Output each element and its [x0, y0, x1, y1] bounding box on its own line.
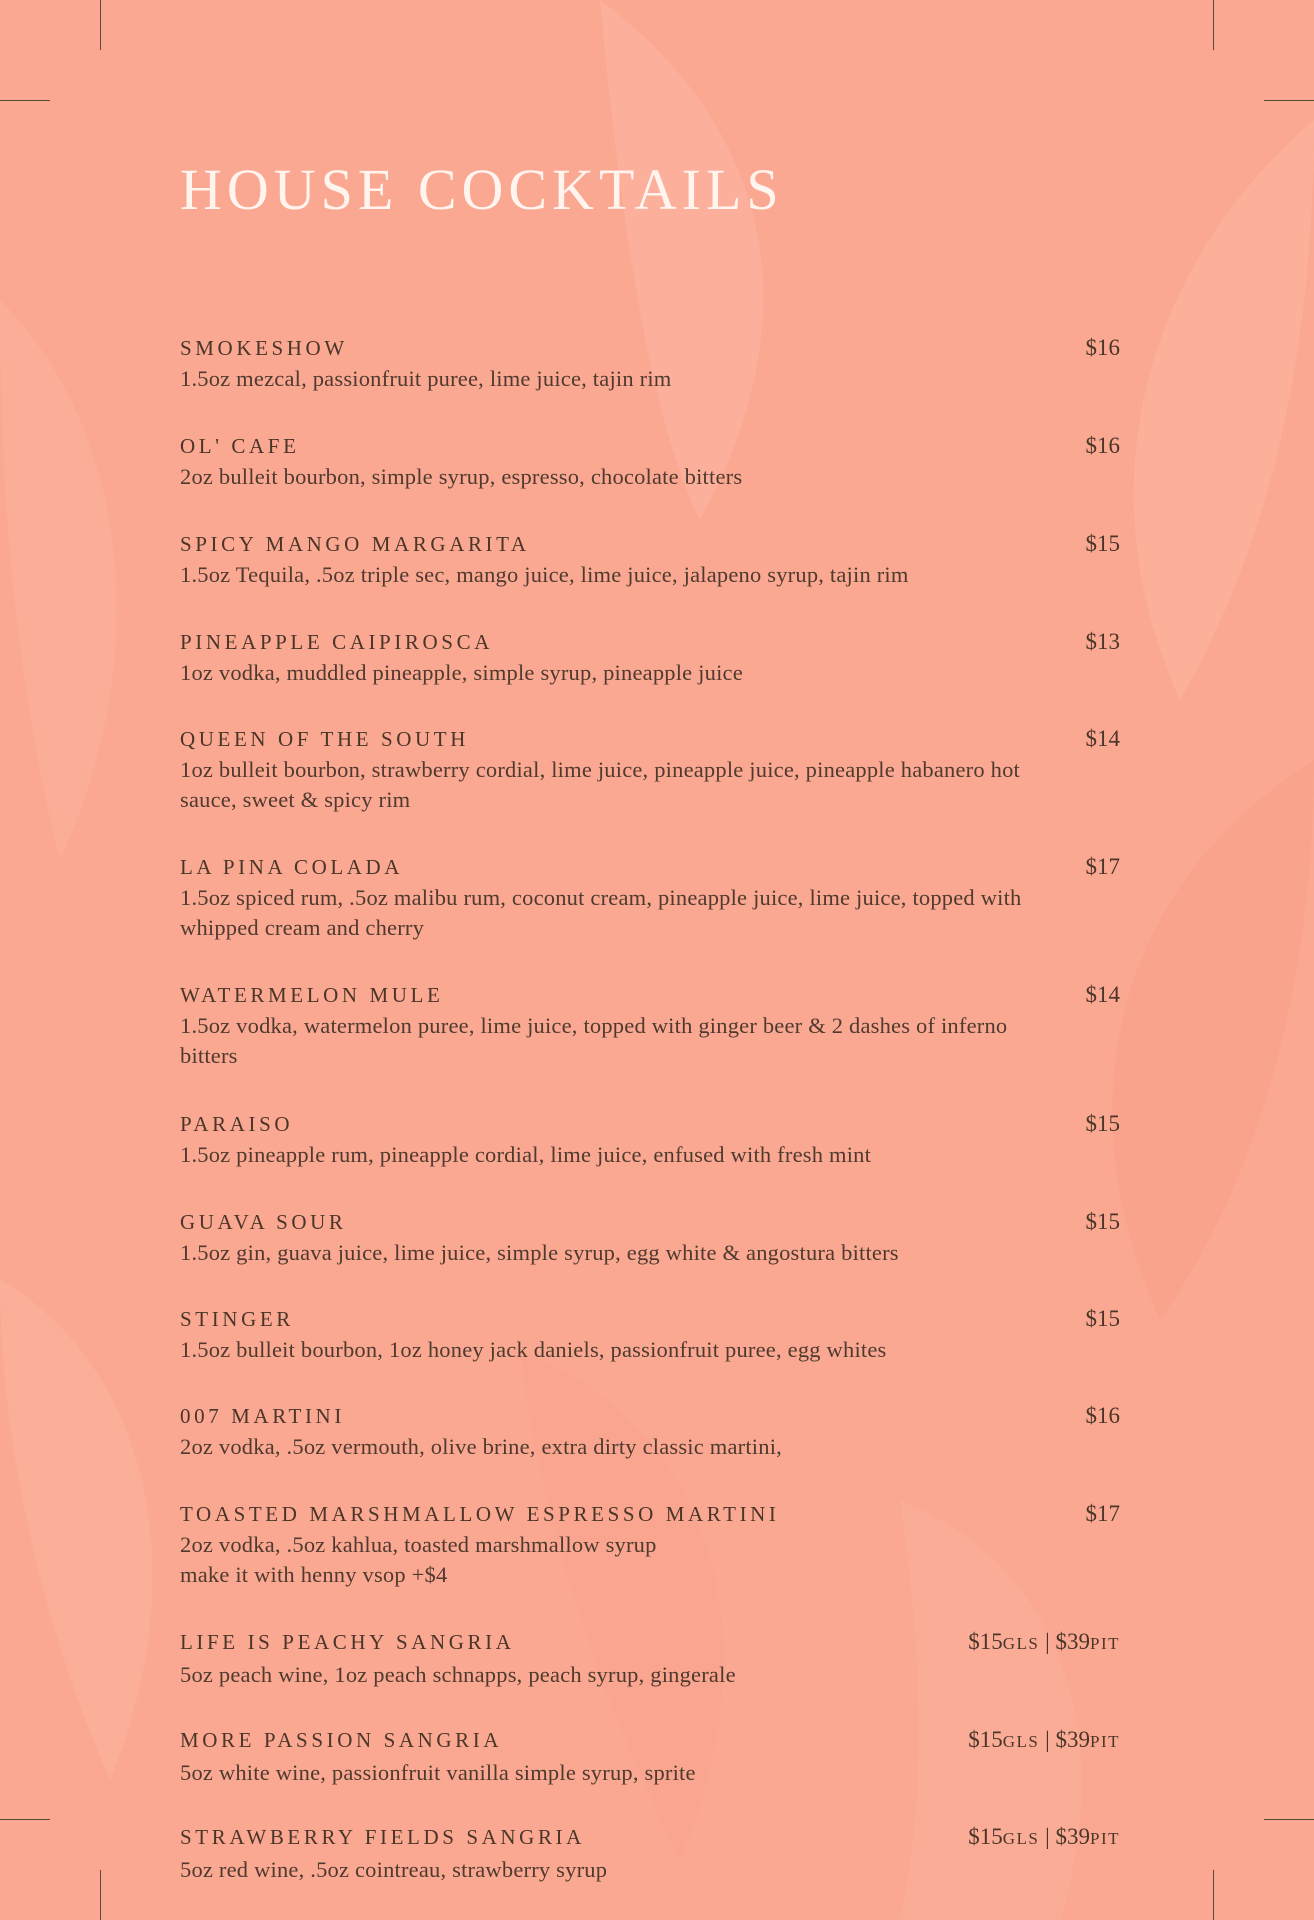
item-description: 5oz peach wine, 1oz peach schnapps, peach syrup, gingerale	[180, 1662, 736, 1687]
menu-item	[180, 725, 1120, 815]
crop-mark	[100, 1870, 101, 1920]
item-name: TOASTED MARSHMALLOW ESPRESSO MARTINI	[180, 1502, 780, 1526]
item-price: $16	[1085, 1403, 1120, 1428]
glass-unit: GLS	[1002, 1634, 1040, 1653]
item-description: 1.5oz Tequila, .5oz triple sec, mango juice, lime juice, jalapeno syrup, tajin rim	[180, 562, 909, 587]
pitcher-price: $39	[1055, 1629, 1090, 1654]
item-description: 2oz vodka, .5oz vermouth, olive brine, extra dirty classic martini,	[180, 1434, 782, 1459]
price-separator: |	[1039, 1727, 1056, 1752]
menu-item	[180, 981, 1120, 1071]
price-separator: |	[1039, 1824, 1056, 1849]
item-name: LA PINA COLADA	[180, 855, 404, 879]
glass-unit: GLS	[1002, 1732, 1040, 1751]
item-name: WATERMELON MULE	[180, 983, 444, 1007]
item-description: 1.5oz vodka, watermelon puree, lime juice, topped with ginger beer & 2 dashes of inferno bitters	[180, 1013, 1008, 1068]
item-price: $13	[1085, 629, 1120, 654]
crop-mark	[1264, 100, 1314, 101]
item-name: PARAISO	[180, 1112, 294, 1136]
item-name: OL' CAFE	[180, 434, 300, 458]
menu-item	[180, 1110, 1120, 1170]
item-name: GUAVA SOUR	[180, 1210, 347, 1234]
item-price	[968, 1628, 1120, 1658]
pitcher-price: $39	[1055, 1727, 1090, 1752]
item-description: 1.5oz bulleit bourbon, 1oz honey jack daniels, passionfruit puree, egg whites	[180, 1337, 887, 1362]
menu-item	[180, 1305, 1120, 1365]
menu-title: HOUSE COCKTAILS	[180, 157, 784, 222]
item-price: $17	[1085, 1501, 1120, 1526]
item-description: 2oz vodka, .5oz kahlua, toasted marshmallow syrup	[180, 1532, 657, 1557]
item-upgrade-note: make it with henny vsop +$4	[180, 1562, 448, 1587]
item-description: 1oz bulleit bourbon, strawberry cordial, lime juice, pineapple juice, pineapple habanero hot sauce, sweet & spicy rim	[180, 757, 1020, 812]
menu-item	[180, 1208, 1120, 1268]
item-description: 2oz bulleit bourbon, simple syrup, espresso, chocolate bitters	[180, 464, 743, 489]
crop-mark	[1213, 1870, 1214, 1920]
menu-item	[180, 1823, 1120, 1885]
item-name: PINEAPPLE CAIPIROSCA	[180, 630, 493, 654]
item-name: MORE PASSION SANGRIA	[180, 1728, 503, 1752]
item-name: STRAWBERRY FIELDS SANGRIA	[180, 1825, 585, 1849]
item-price: $15	[1085, 1209, 1120, 1234]
menu-item	[180, 1628, 1120, 1690]
crop-mark	[1213, 0, 1214, 50]
item-description: 1.5oz gin, guava juice, lime juice, simple syrup, egg white & angostura bitters	[180, 1240, 899, 1265]
menu-item	[180, 1726, 1120, 1788]
item-price: $16	[1085, 335, 1120, 360]
item-name: STINGER	[180, 1307, 294, 1331]
glass-unit: GLS	[1002, 1829, 1040, 1848]
cocktail-menu	[180, 150, 1120, 1882]
price-separator: |	[1039, 1629, 1056, 1654]
item-description: 5oz red wine, .5oz cointreau, strawberry syrup	[180, 1857, 608, 1882]
glass-price: $15	[968, 1824, 1003, 1849]
item-price: $15	[1085, 531, 1120, 556]
item-price: $14	[1085, 726, 1120, 751]
item-description: 1oz vodka, muddled pineapple, simple syrup, pineapple juice	[180, 660, 743, 685]
item-price: $17	[1085, 854, 1120, 879]
item-name: QUEEN OF THE SOUTH	[180, 727, 469, 751]
item-description: 5oz white wine, passionfruit vanilla simple syrup, sprite	[180, 1760, 696, 1785]
pitcher-price: $39	[1055, 1824, 1090, 1849]
crop-mark	[0, 100, 50, 101]
item-description: 1.5oz pineapple rum, pineapple cordial, lime juice, enfused with fresh mint	[180, 1142, 872, 1167]
item-name: LIFE IS PEACHY SANGRIA	[180, 1630, 515, 1654]
crop-mark	[100, 0, 101, 50]
item-price: $16	[1085, 433, 1120, 458]
item-description: 1.5oz mezcal, passionfruit puree, lime juice, tajin rim	[180, 366, 672, 391]
item-name: SPICY MANGO MARGARITA	[180, 532, 530, 556]
crop-mark	[1264, 1819, 1314, 1820]
menu-item	[180, 530, 1120, 590]
menu-item	[180, 1402, 1120, 1462]
menu-item	[180, 853, 1120, 943]
pitcher-unit: PIT	[1090, 1829, 1120, 1848]
item-price	[968, 1726, 1120, 1756]
menu-item	[180, 628, 1120, 688]
glass-price: $15	[968, 1727, 1003, 1752]
item-name: 007 MARTINI	[180, 1404, 345, 1428]
glass-price: $15	[968, 1629, 1003, 1654]
pitcher-unit: PIT	[1090, 1732, 1120, 1751]
menu-item	[180, 334, 1120, 394]
item-price: $15	[1085, 1111, 1120, 1136]
item-name: SMOKESHOW	[180, 336, 348, 360]
item-price	[968, 1823, 1120, 1853]
item-price: $15	[1085, 1306, 1120, 1331]
crop-mark	[0, 1819, 50, 1820]
menu-item	[180, 432, 1120, 492]
item-description: 1.5oz spiced rum, .5oz malibu rum, coconut cream, pineapple juice, lime juice, topped with whipped cream and cherry	[180, 885, 1022, 940]
item-price: $14	[1085, 982, 1120, 1007]
pitcher-unit: PIT	[1090, 1634, 1120, 1653]
menu-item	[180, 1500, 1120, 1590]
